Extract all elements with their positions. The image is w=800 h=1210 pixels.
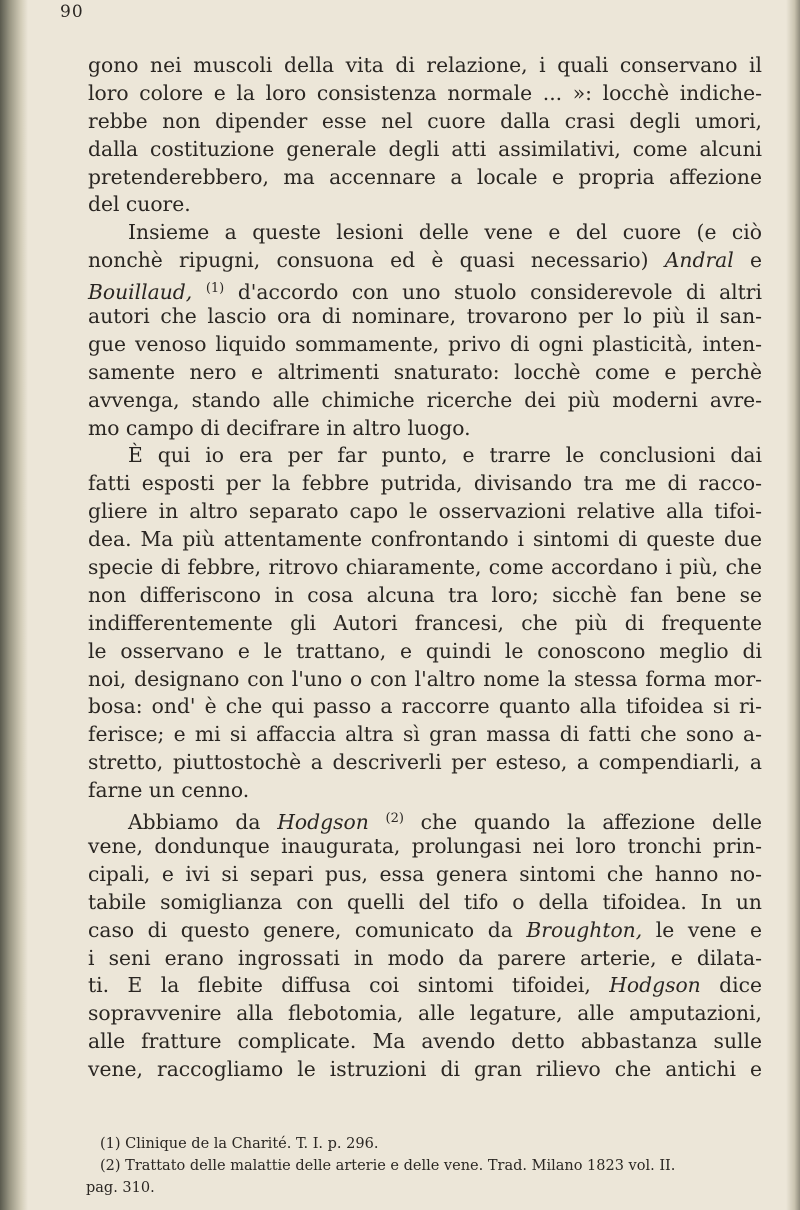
text-line: avvenga, stando alle chimiche ricerche dei più moderni avre-: [88, 387, 762, 412]
text-line: bosa: ond' è che qui passo a raccorre quanto alla tifoidea si ri-: [88, 694, 762, 719]
text-line: i seni erano ingrossati in modo da parere arterie, e dilata-: [88, 945, 762, 970]
text-line: tabile somiglianza con quelli del tifo o della tifoidea. In un: [88, 889, 762, 914]
footnote-1: (1) Clinique de la Charité. T. I. p. 296.: [100, 1136, 379, 1152]
text-line: vene, dondunque inaugurata, prolungasi nei loro tronchi prin-: [88, 833, 762, 858]
text-line: gono nei muscoli della vita di relazione, i quali conservano il: [88, 53, 762, 77]
text-line: pretenderebbero, ma accennare a locale e propria affezione: [88, 164, 762, 189]
text-line: indifferentemente gli Autori francesi, che più di frequente: [88, 610, 762, 635]
text-line: È qui io era per far punto, e trarre le conclusioni dai: [128, 443, 762, 468]
text-line: Abbiamo da Hodgson $^{(2)}$ che quando la affezione delle: [128, 810, 762, 835]
text-line: gliere in altro separato capo le osservazioni relative alla tifoi-: [88, 499, 762, 524]
text-line: le osservano e le trattano, e quindi le conoscono meglio di: [88, 638, 762, 663]
footnote-2: (2) Trattato delle malattie delle arterie e delle vene. Trad. Milano 1823 vol. II.: [100, 1158, 676, 1174]
text-line: mo campo di decifrare in altro luogo.: [88, 415, 471, 440]
text-line: caso di questo genere, comunicato da Broughton, le vene e: [88, 917, 762, 942]
text-line: farne un cenno.: [88, 778, 250, 803]
text-line: del cuore.: [88, 192, 191, 217]
text-line: nonchè ripugni, consuona ed è quasi necessario) Andral e: [88, 248, 762, 273]
text-line: specie di febbre, ritrovo chiaramente, come accordano i più, che: [88, 555, 762, 580]
text-line: ferisce; e mi si affaccia altra sì gran massa di fatti che sono a-: [88, 722, 762, 747]
text-line: stretto, piuttostochè a descriverli per esteso, a compendiarli, a: [88, 750, 762, 775]
text-line: sopravvenire alla flebotomia, alle legature, alle amputazioni,: [88, 1001, 762, 1026]
text-line: vene, raccogliamo le istruzioni di gran rilievo che antichi e: [88, 1057, 762, 1082]
body-text: [88, 52, 762, 1084]
text-line: gue venoso liquido sommamente, privo di ogni plasticità, inten-: [88, 331, 762, 356]
text-line: dalla costituzione generale degli atti assimilativi, come alcuni: [88, 136, 762, 161]
text-line: cipali, e ivi si separi pus, essa genera sintomi che hanno no-: [88, 861, 762, 886]
text-line: ti. E la flebite diffusa coi sintomi tifoidei, Hodgson dice: [88, 973, 762, 998]
text-line: noi, designano con l'uno o con l'altro nome la stessa forma mor-: [88, 666, 762, 691]
page-edge-shadow: [786, 0, 800, 1210]
text-line: dea. Ma più attentamente confrontando i sintomi di queste due: [88, 527, 762, 552]
text-line: samente nero e altrimenti snaturato: locchè come e perchè: [88, 359, 762, 384]
text-line: fatti esposti per la febbre putrida, divisando tra me di racco-: [88, 471, 762, 496]
text-line: rebbe non dipender esse nel cuore dalla crasi degli umori,: [88, 108, 762, 133]
text-line: non differiscono in cosa alcuna tra loro; sicchè fan bene se: [88, 582, 762, 607]
text-line: Bouillaud, $^{(1)}$ d'accordo con uno stuolo considerevole di altri: [88, 280, 762, 305]
text-line: autori che lascio ora di nominare, trovarono per lo più il san-: [88, 304, 762, 329]
text-line: loro colore e la loro consistenza normale ... »: locchè indiche-: [88, 80, 762, 105]
text-line: alle fratture complicate. Ma avendo detto abbastanza sulle: [88, 1029, 762, 1054]
footnote-2-continuation: pag. 310.: [86, 1180, 155, 1196]
page-number: 90: [60, 2, 84, 22]
book-binding-shadow: [0, 0, 28, 1210]
text-line: Insieme a queste lesioni delle vene e del cuore (e ciò: [128, 220, 762, 245]
footnotes: [86, 1133, 760, 1199]
